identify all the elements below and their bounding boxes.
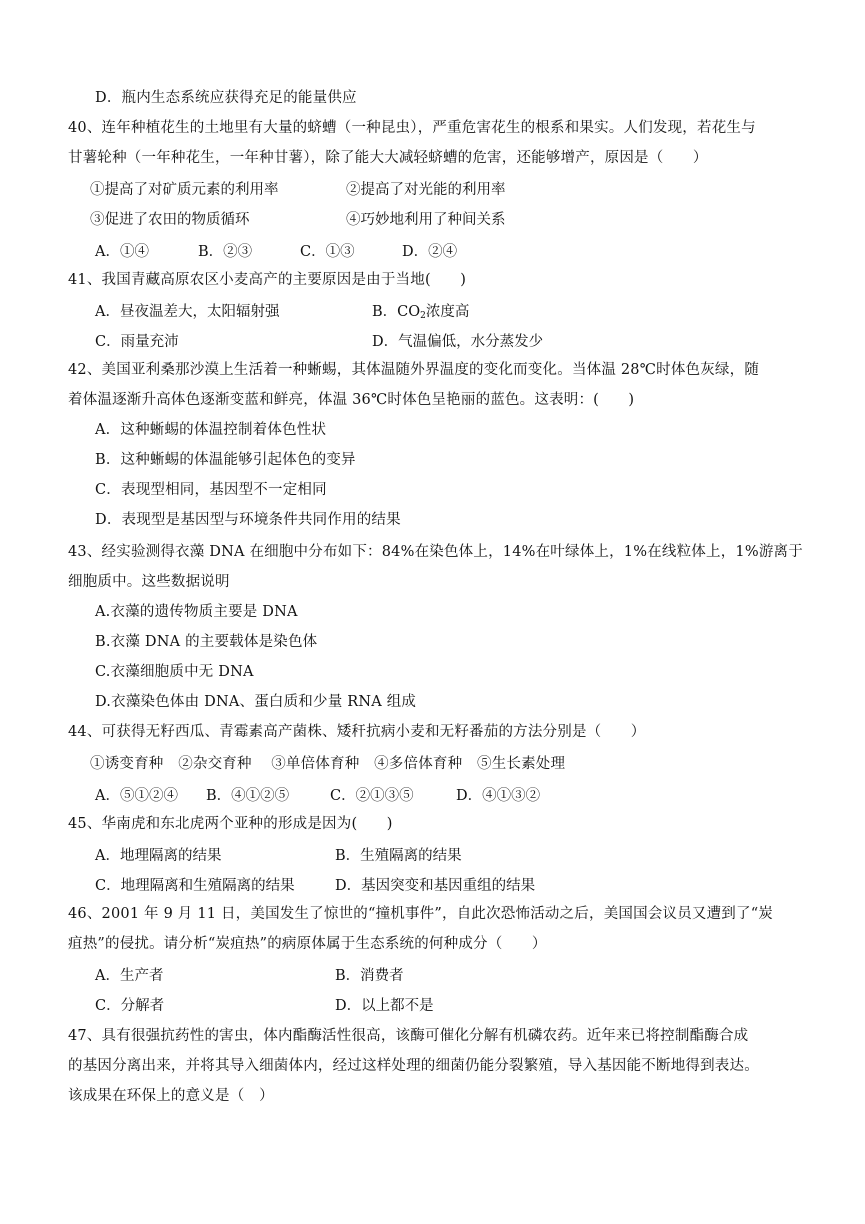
- q44-option-d: D．④①③②: [456, 788, 541, 804]
- q41-option-d: D．气温偏低，水分蒸发少: [372, 334, 544, 350]
- q44-option-a: A．⑤①②④: [95, 788, 178, 804]
- q45-option-c: C．地理隔离和生殖隔离的结果: [95, 878, 295, 894]
- q45-stem: 45、华南虎和东北虎两个亚种的形成是因为( ): [68, 816, 393, 832]
- q42-option-d: D．表现型是基因型与环境条件共同作用的结果: [95, 512, 401, 528]
- q42-stem-line-1: 42、美国亚利桑那沙漠上生活着一种蜥蜴，其体温随外界温度的变化而变化。当体温 28℃时体色灰绿，随: [68, 362, 760, 378]
- q39-option-d: D．瓶内生态系统应获得充足的能量供应: [95, 90, 357, 106]
- q43-option-b: B.衣藻 DNA 的主要载体是染色体: [95, 634, 318, 650]
- q45-option-d: D．基因突变和基因重组的结果: [335, 878, 536, 894]
- q46-option-a: A．生产者: [95, 968, 164, 984]
- q40-item-2: ②提高了对光能的利用率: [346, 182, 506, 198]
- q42-option-c: C．表现型相同，基因型不一定相同: [95, 482, 327, 498]
- q40-item-3: ③促进了农田的物质循环: [90, 212, 250, 228]
- q40-option-b: B．②③: [198, 244, 253, 260]
- q40-option-a: A．①④: [95, 244, 149, 260]
- q42-stem-line-2: 着体温逐渐升高体色逐渐变蓝和鲜亮，体温 36℃时体色呈艳丽的蓝色。这表明：( ): [68, 392, 635, 408]
- q41-option-b: [372, 300, 469, 321]
- q44-method-list: ①诱变育种 ②杂交育种 ③单倍体育种 ④多倍体育种 ⑤生长素处理: [90, 756, 566, 772]
- q44-option-b: B．④①②⑤: [206, 788, 290, 804]
- q43-stem-line-2: 细胞质中。这些数据说明: [68, 574, 230, 590]
- q40-stem-line-2: 甘薯轮种（一年种花生，一年种甘薯），除了能大大减轻蛴螬的危害，还能够增产，原因是（ ）: [68, 150, 708, 166]
- q40-option-c: C．①③: [300, 244, 355, 260]
- q43-stem-line-1: 43、经实验测得衣藻 DNA 在细胞中分布如下：84%在染色体上，14%在叶绿体上，1%在线粒体上，1%游离于: [68, 544, 803, 560]
- q43-option-c: C.衣藻细胞质中无 DNA: [95, 664, 254, 680]
- q47-stem-line-1: 47、具有很强抗药性的害虫，体内酯酶活性很高，该酶可催化分解有机磷农药。近年来已将控制酯酶合成: [68, 1028, 749, 1044]
- q43-option-d: D.衣藻染色体由 DNA、蛋白质和少量 RNA 组成: [95, 694, 417, 710]
- q46-stem-line-1: 46、2001 年 9 月 11 日，美国发生了惊世的“撞机事件”，自此次恐怖活动之后，美国国会议员又遭到了“炭: [68, 906, 774, 922]
- q43-option-a: A.衣藻的遗传物质主要是 DNA: [95, 604, 298, 620]
- q45-option-a: A．地理隔离的结果: [95, 848, 222, 864]
- q44-option-c: C．②①③⑤: [330, 788, 414, 804]
- q46-option-c: C．分解者: [95, 998, 165, 1014]
- q41-option-b-suffix: 浓度高: [425, 304, 470, 320]
- q44-stem: 44、可获得无籽西瓜、青霉素高产菌株、矮秆抗病小麦和无籽番茄的方法分别是（ ）: [68, 724, 646, 740]
- q40-item-4: ④巧妙地利用了种间关系: [346, 212, 506, 228]
- q41-option-a: A．昼夜温差大，太阳辐射强: [95, 304, 280, 320]
- q47-stem-line-2: 的基因分离出来，并将其导入细菌体内，经过这样处理的细菌仍能分裂繁殖，导入基因能不断地得到表达。: [68, 1058, 759, 1074]
- q42-option-b: B．这种蜥蜴的体温能够引起体色的变异: [95, 452, 356, 468]
- q41-stem: 41、我国青藏高原农区小麦高产的主要原因是由于当地( ): [68, 272, 467, 288]
- q45-option-b: B．生殖隔离的结果: [335, 848, 462, 864]
- q40-item-1: ①提高了对矿质元素的利用率: [90, 182, 279, 198]
- q46-option-b: B．消费者: [335, 968, 404, 984]
- q46-option-d: D．以上都不是: [335, 998, 434, 1014]
- q40-stem-line-1: 40、连年种植花生的土地里有大量的蛴螬（一种昆虫），严重危害花生的根系和果实。人们发现，若花生与: [68, 120, 756, 136]
- q42-option-a: A．这种蜥蜴的体温控制着体色性状: [95, 422, 327, 438]
- q47-stem-line-3: 该成果在环保上的意义是（ ）: [68, 1088, 274, 1104]
- q41-option-c: C．雨量充沛: [95, 334, 179, 350]
- q41-option-b-prefix: B．CO: [372, 304, 421, 320]
- q46-stem-line-2: 疽热”的侵扰。请分析“炭疽热”的病原体属于生态系统的何种成分（ ）: [68, 936, 547, 952]
- q41-option-b-subscript: 2: [420, 311, 426, 321]
- q40-option-d: D．②④: [402, 244, 458, 260]
